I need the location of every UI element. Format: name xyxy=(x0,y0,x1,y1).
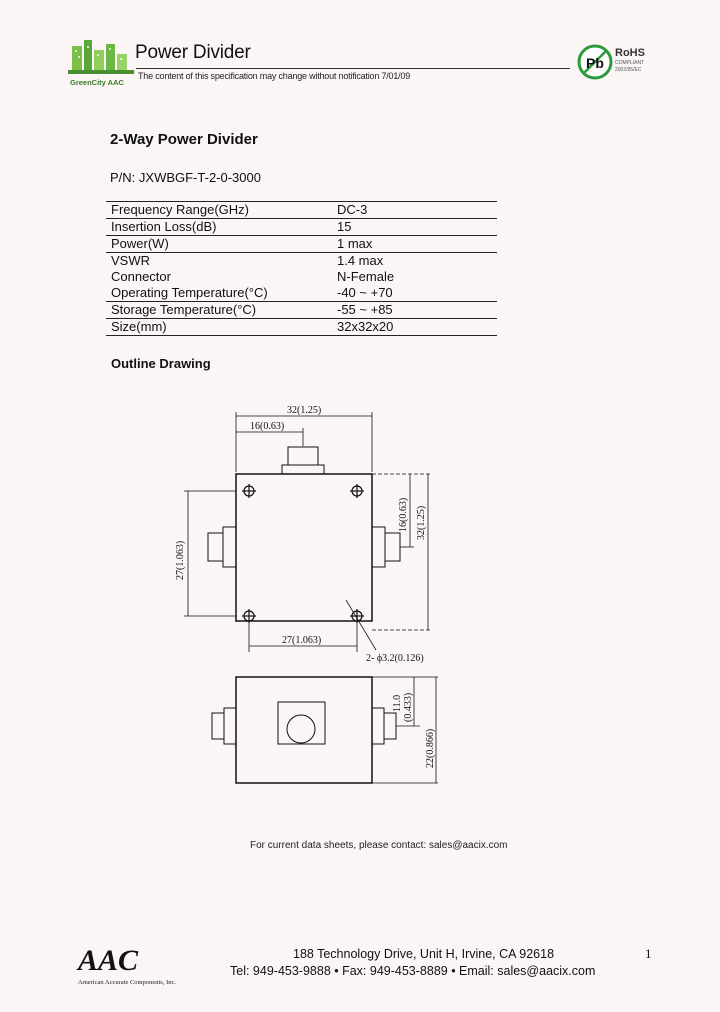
spec-value: 1.4 max xyxy=(337,253,384,268)
company-contacts: Tel: 949-453-9888 • Fax: 949-453-8889 • Email: sales@aacix.com xyxy=(230,964,596,978)
top-connector xyxy=(288,447,318,465)
side-connector-flange xyxy=(278,702,325,744)
rohs-badge xyxy=(575,40,657,82)
spec-row xyxy=(106,236,497,253)
dim-left-height: 27(1.063) xyxy=(175,540,186,580)
header-divider xyxy=(136,68,570,69)
change-notice: The content of this specification may change without notification 7/01/09 xyxy=(138,71,411,81)
top-connector-flange xyxy=(282,465,324,474)
right-connector xyxy=(385,533,400,561)
dim-overall-width: 32(1.25) xyxy=(287,405,322,416)
spec-value: 32x32x20 xyxy=(332,319,497,336)
page-number: 1 xyxy=(645,946,652,961)
left-connector xyxy=(208,533,223,561)
spec-param: Connector xyxy=(111,269,171,284)
greencity-logo xyxy=(66,36,138,92)
dim-bottom-width: 27(1.063) xyxy=(282,635,322,646)
document-title: Power Divider xyxy=(135,42,251,63)
spec-value: 15 xyxy=(332,219,497,236)
top-view-body xyxy=(236,474,372,621)
dim-half-width: 16(0.63) xyxy=(250,421,285,432)
side-right-flange xyxy=(372,708,384,744)
contact-line: For current data sheets, please contact: sales@aacix.com xyxy=(250,840,508,851)
spec-value: DC-3 xyxy=(332,202,497,219)
side-connector-port xyxy=(287,715,315,743)
dim-side-height: 22(0.866) xyxy=(425,728,436,768)
dim-side-top: 11.0 xyxy=(392,694,403,712)
mounting-holes xyxy=(242,484,364,623)
outline-heading: Outline Drawing xyxy=(111,356,211,371)
aac-logo xyxy=(76,940,216,990)
company-address: 188 Technology Drive, Unit H, Irvine, CA 92618 xyxy=(293,947,555,961)
spec-param: Size(mm) xyxy=(106,319,332,336)
spec-param: VSWR xyxy=(111,253,150,268)
dim-holes: 2- ϕ3.2(0.126) xyxy=(366,653,424,664)
spec-row xyxy=(106,202,497,219)
company-name: American Accurate Components, Inc. xyxy=(78,979,177,986)
dim-side-top-in: (0.433) xyxy=(403,692,414,722)
spec-value: 1 max xyxy=(332,236,497,253)
aac-logo-text: AAC xyxy=(78,944,139,977)
side-left-connector xyxy=(212,713,224,739)
rohs-compliant: COMPLIANT xyxy=(615,60,645,66)
left-connector-flange xyxy=(223,527,236,567)
spec-table xyxy=(106,201,497,336)
logo-text: GreenCity AAC xyxy=(70,78,124,87)
spec-row xyxy=(106,319,497,336)
spec-row xyxy=(106,269,497,285)
spec-row xyxy=(106,285,497,302)
spec-row xyxy=(106,253,497,270)
dim-right-half: 16(0.63) xyxy=(398,497,409,532)
spec-param: Frequency Range(GHz) xyxy=(106,202,332,219)
spec-row xyxy=(106,302,497,319)
spec-param: Storage Temperature(°C) xyxy=(106,302,332,319)
spec-row xyxy=(106,219,497,236)
side-right-connector xyxy=(384,713,396,739)
spec-value: N-Female xyxy=(337,269,395,284)
dim-right-full: 32(1.25) xyxy=(416,505,427,540)
outline-drawing xyxy=(168,398,438,803)
part-number: P/N: JXWBGF-T-2-0-3000 xyxy=(110,170,261,185)
rohs-code: 2002/95/EC xyxy=(615,67,642,73)
side-view-body xyxy=(236,677,372,783)
spec-value: -55 ~ +85 xyxy=(332,302,497,319)
spec-param: Insertion Loss(dB) xyxy=(106,219,332,236)
spec-param: Operating Temperature(°C) xyxy=(106,285,332,302)
product-heading: 2-Way Power Divider xyxy=(110,131,258,148)
rohs-label: RoHS xyxy=(615,47,645,59)
right-connector-flange xyxy=(372,527,385,567)
pb-symbol: Pb xyxy=(586,55,604,71)
spec-param: Power(W) xyxy=(106,236,332,253)
spec-value: -40 ~ +70 xyxy=(332,285,497,302)
side-left-flange xyxy=(224,708,236,744)
